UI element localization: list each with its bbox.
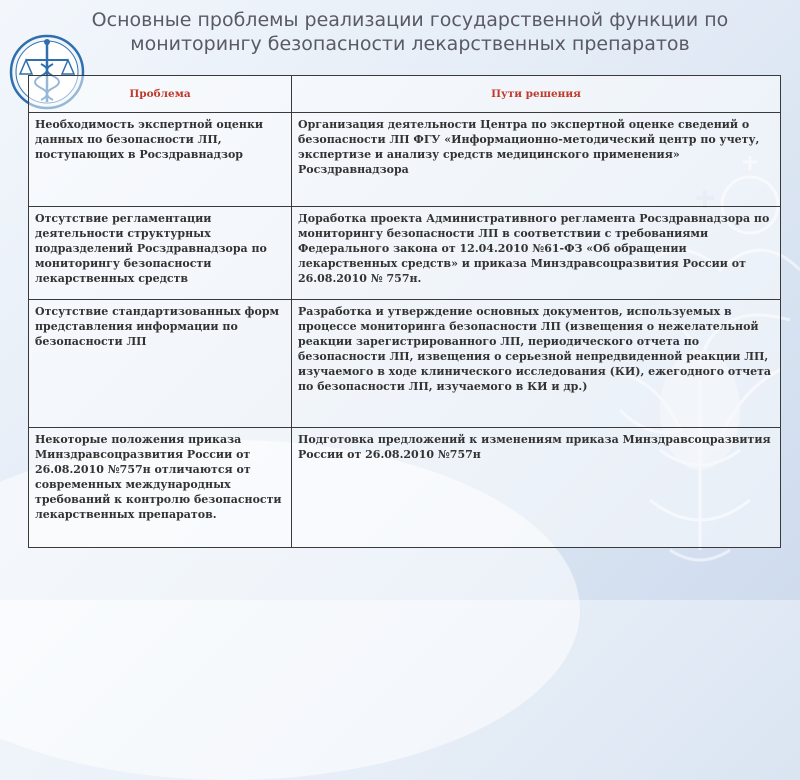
problem-cell: Отсутствие стандартизованных форм представления информации по безопасности ЛП [29, 300, 292, 428]
problem-cell: Отсутствие регламентации деятельности структурных подразделений Росздравнадзора по мониторингу безопасности лекарственных средств [29, 207, 292, 300]
solution-cell: Подготовка предложений к изменениям приказа Минздравсоцразвития России от 26.08.2010 №757н [292, 428, 781, 548]
header-problem: Проблема [29, 76, 292, 113]
table-row [29, 207, 781, 300]
table-row [29, 113, 781, 207]
solution-cell: Доработка проекта Административного регламента Росздравнадзора по мониторингу безопасности ЛП в соответствии с требованиями Федерального закона от 12.04.2010 №61-ФЗ «Об обращении лекарственных средств» и приказа Минздравсоцразвития России от 26.08.2010 № 757н. [292, 207, 781, 300]
problem-cell: Некоторые положения приказа Минздравсоцразвития России от 26.08.2010 №757н отличаются от современных международных требований к контролю безопасности лекарственных препаратов. [29, 428, 292, 548]
page-title: Основные проблемы реализации государственной функции по мониторингу безопасности лекарственных препаратов [91, 9, 729, 55]
table-header-row [29, 76, 781, 113]
solution-cell: Разработка и утверждение основных документов, используемых в процессе мониторинга безопасности ЛП (извещения о нежелательной реакции зарегистрированного ЛП, периодического отчета по безопасности ЛП, извещения о серьезной непредвиденной реакции ЛП, изучаемого в ходе клинического исследования (КИ), ежегодного отчета по безопасности ЛП, изучаемого в КИ и др.) [292, 300, 781, 428]
solution-cell: Организация деятельности Центра по экспертной оценке сведений о безопасности ЛП ФГУ «Информационно-методический центр по учету, экспертизе и анализу средств медицинского применения» Росздравнадзора [292, 113, 781, 207]
problem-cell: Необходимость экспертной оценки данных по безопасности ЛП, поступающих в Росздравнадзор [29, 113, 292, 207]
problems-solutions-table [28, 75, 781, 548]
table-row [29, 428, 781, 548]
table-row [29, 300, 781, 428]
header-solution: Пути решения [292, 76, 781, 113]
